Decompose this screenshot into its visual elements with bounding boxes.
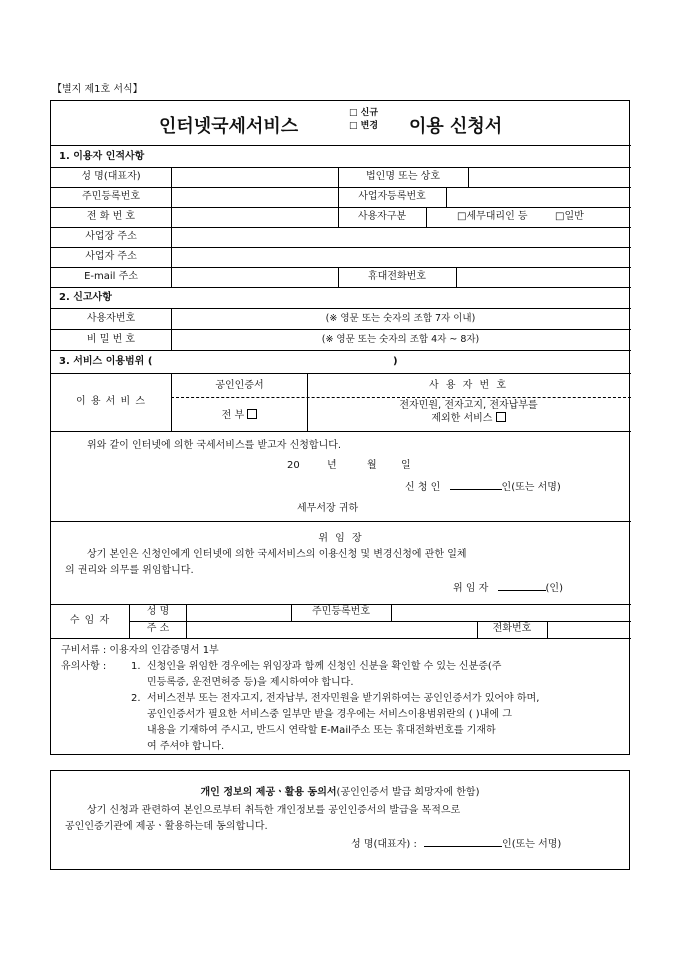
consent-title: 개인 정보의 제공ㆍ활용 동의서(공인인증서 발급 희망자에 한함) — [200, 787, 480, 798]
user-id-label: 사용자번호 — [86, 313, 136, 324]
delegatee-address-label: 주 소 — [146, 623, 170, 634]
phone-label: 전 화 번 호 — [86, 211, 136, 222]
consent-line2: 공인인증기관에 제공ㆍ활용하는데 동의합니다. — [65, 821, 268, 832]
delegatee-phone-label: 전화번호 — [492, 623, 532, 634]
note1-line2: 민등록증, 운전면허증 등)을 제시하여야 합니다. — [147, 677, 354, 688]
consent-signature[interactable]: 성 명(대표자) : 인(또는 서명) — [351, 839, 562, 850]
applicant-signature[interactable]: 신 청 인 인(또는 서명) — [405, 482, 561, 493]
recipient-office: 세무서장 귀하 — [297, 503, 359, 514]
privacy-consent-box — [50, 770, 630, 870]
title-options — [349, 107, 378, 133]
date-year[interactable]: 20 — [287, 460, 300, 471]
section1-header: 1. 이용자 인적사항 — [59, 151, 145, 162]
service-label: 이 용 서 비 스 — [75, 396, 146, 407]
rrn-field[interactable] — [172, 188, 338, 206]
date-month-label: 월 — [367, 460, 377, 471]
delegatee-label: 수 임 자 — [69, 615, 111, 626]
cert-label: 공인인증서 — [215, 380, 264, 391]
delegator-signature[interactable]: 위 임 자 (인) — [453, 583, 563, 594]
note1-number: 1. — [131, 661, 141, 672]
delegatee-rrn-label: 주민등록번호 — [312, 606, 370, 617]
delegatee-phone-field[interactable] — [548, 622, 629, 637]
business-address-field[interactable] — [172, 228, 629, 246]
date-year-label: 년 — [327, 460, 337, 471]
partial-services-option[interactable]: 전자민원, 전자고지, 전자납부를 제외한 서비스 — [399, 400, 538, 424]
note2-line1: 서비스전부 또는 전자고지, 전자납부, 전자민원을 받기위하여는 공인인증서가 있어야 하며, — [147, 693, 540, 704]
owner-address-field[interactable] — [172, 248, 629, 266]
phone-field[interactable] — [172, 208, 338, 226]
name-field[interactable] — [172, 168, 338, 186]
delegatee-name-field[interactable] — [187, 605, 291, 620]
corp-name-label: 법인명 또는 상호 — [366, 171, 440, 182]
password-hint[interactable]: (※ 영문 또는 숫자의 조합 4자 ~ 8자) — [321, 334, 480, 345]
owner-address-label: 사업자 주소 — [85, 251, 137, 262]
corp-name-field[interactable] — [469, 168, 629, 186]
user-number-label: 사 용 자 번 호 — [428, 380, 508, 391]
user-type-general-checkbox[interactable]: □일반 — [555, 211, 584, 222]
delegatee-name-label: 성 명 — [146, 606, 170, 617]
section3-header: 3. 서비스 이용범위 ( — [59, 356, 153, 367]
password-label: 비 밀 번 호 — [86, 334, 136, 345]
note2-line4: 여 주셔야 합니다. — [147, 741, 225, 752]
delegatee-rrn-field[interactable] — [392, 605, 629, 620]
email-label: E-mail 주소 — [84, 271, 138, 282]
note2-line2: 공인인증서가 필요한 서비스중 일부만 받을 경우에는 서비스이용범위란의 ( )내에 그 — [147, 709, 512, 720]
section2-header: 2. 신고사항 — [59, 292, 112, 303]
note2-line3: 내용을 기재하여 주시고, 반드시 연락할 E-Mail주소 또는 휴대전화번호를 기재하 — [147, 725, 496, 736]
application-form — [50, 100, 630, 755]
mobile-label: 휴대전화번호 — [368, 271, 426, 282]
user-type-agent-checkbox[interactable]: □세무대리인 등 — [457, 211, 528, 222]
option-new[interactable]: □ 신규 — [349, 108, 379, 118]
all-services-option[interactable]: 전 부 — [172, 407, 307, 425]
title-main: 인터넷국세서비스 — [159, 116, 299, 137]
delegation-line2: 의 권리와 의무를 위임합니다. — [65, 565, 194, 576]
name-label: 성 명(대표자) — [81, 171, 141, 182]
user-id-hint[interactable]: (※ 영문 또는 숫자의 조합 7자 이내) — [325, 313, 476, 324]
brn-label: 사업자등록번호 — [358, 191, 426, 202]
section3-header-close: ) — [393, 356, 398, 367]
title-tail: 이용 신청서 — [409, 116, 503, 137]
form-number-label: 【별지 제1호 서식】 — [52, 84, 143, 95]
partial-services-checkbox[interactable] — [496, 412, 506, 422]
application-statement: 위와 같이 인터넷에 의한 국세서비스를 받고자 신청합니다. — [87, 440, 342, 451]
date-day-label: 일 — [401, 460, 411, 471]
mobile-field[interactable] — [457, 268, 629, 286]
delegation-line1: 상기 본인은 신청인에게 인터넷에 의한 국세서비스의 이용신청 및 변경신청에 관한 일체 — [87, 549, 467, 560]
form-title — [51, 101, 631, 146]
email-field[interactable] — [172, 268, 338, 286]
required-docs: 구비서류 : 이용자의 인감증명서 1부 — [61, 645, 219, 656]
all-services-checkbox[interactable] — [247, 409, 257, 419]
option-change[interactable]: □ 변경 — [349, 121, 379, 131]
delegation-title: 위 임 장 — [318, 533, 364, 544]
delegatee-address-field[interactable] — [187, 622, 477, 637]
caution-label: 유의사항 : — [61, 661, 107, 672]
note2-number: 2. — [131, 693, 141, 704]
brn-field[interactable] — [447, 188, 629, 206]
consent-line1: 상기 신청과 관련하여 본인으로부터 취득한 개인정보를 공인인증서의 발급을 목적으로 — [87, 805, 461, 816]
rrn-label: 주민등록번호 — [82, 191, 140, 202]
user-type-label: 사용자구분 — [357, 211, 407, 222]
note1-line1: 신청인을 위임한 경우에는 위임장과 함께 신청인 신분을 확인할 수 있는 신분증(주 — [147, 661, 502, 672]
business-address-label: 사업장 주소 — [85, 231, 137, 242]
